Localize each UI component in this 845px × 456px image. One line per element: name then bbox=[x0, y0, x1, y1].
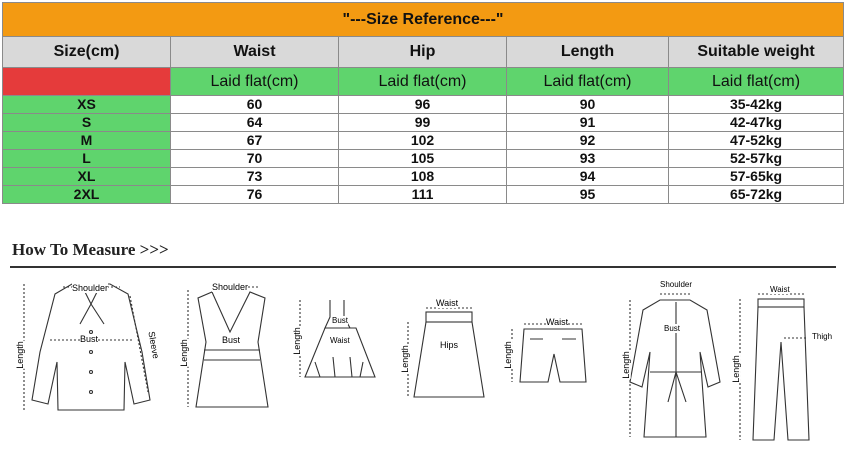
label-bust-1: Bust bbox=[80, 334, 99, 344]
header-hip: Hip bbox=[339, 37, 507, 68]
size-reference-table bbox=[2, 2, 844, 204]
length-cell: 93 bbox=[507, 150, 669, 168]
label-shoulder-6: Shoulder bbox=[660, 280, 693, 289]
label-waist-4: Waist bbox=[436, 298, 459, 308]
size-cell: S bbox=[3, 114, 171, 132]
waist-cell: 67 bbox=[171, 132, 339, 150]
label-length-6: Length bbox=[620, 351, 631, 379]
hip-cell: 96 bbox=[339, 96, 507, 114]
hip-cell: 102 bbox=[339, 132, 507, 150]
header-size: Size(cm) bbox=[3, 37, 171, 68]
waist-cell: 73 bbox=[171, 168, 339, 186]
table-row bbox=[3, 132, 844, 150]
weight-cell: 65-72kg bbox=[669, 186, 844, 204]
shorts-figure bbox=[512, 324, 586, 382]
garment-diagrams bbox=[0, 232, 845, 456]
skirt-figure bbox=[408, 308, 484, 397]
size-cell: XL bbox=[3, 168, 171, 186]
waist-cell: 76 bbox=[171, 186, 339, 204]
hip-cell: 105 bbox=[339, 150, 507, 168]
length-cell: 95 bbox=[507, 186, 669, 204]
length-cell: 94 bbox=[507, 168, 669, 186]
size-cell: 2XL bbox=[3, 186, 171, 204]
waist-cell: 64 bbox=[171, 114, 339, 132]
subheader-waist: Laid flat(cm) bbox=[171, 68, 339, 96]
hip-cell: 99 bbox=[339, 114, 507, 132]
waist-cell: 60 bbox=[171, 96, 339, 114]
weight-cell: 42-47kg bbox=[669, 114, 844, 132]
label-length-3: Length bbox=[291, 327, 302, 355]
coat-figure bbox=[630, 294, 720, 437]
label-sleeve: Sleeve bbox=[146, 330, 162, 360]
table-row bbox=[3, 96, 844, 114]
size-cell: XS bbox=[3, 96, 171, 114]
table-row bbox=[3, 150, 844, 168]
header-length: Length bbox=[507, 37, 669, 68]
size-cell: M bbox=[3, 132, 171, 150]
label-length-5: Length bbox=[502, 341, 513, 369]
label-waist-3: Waist bbox=[330, 336, 350, 345]
header-weight: Suitable weight bbox=[669, 37, 844, 68]
label-length-7: Length bbox=[730, 355, 741, 383]
measure-title: How To Measure >>> bbox=[12, 240, 169, 259]
label-length-1: Length bbox=[14, 341, 25, 369]
header-waist: Waist bbox=[171, 37, 339, 68]
pants-figure bbox=[740, 294, 809, 440]
label-length-4: Length bbox=[399, 345, 410, 373]
table-title: "---Size Reference---" bbox=[3, 3, 844, 37]
label-shoulder-1: Shoulder bbox=[72, 283, 109, 293]
table-row bbox=[3, 168, 844, 186]
weight-cell: 35-42kg bbox=[669, 96, 844, 114]
hip-cell: 111 bbox=[339, 186, 507, 204]
label-bust-3: Bust bbox=[332, 316, 349, 325]
hip-cell: 108 bbox=[339, 168, 507, 186]
label-waist-7: Waist bbox=[770, 285, 790, 294]
subheader-size bbox=[3, 68, 171, 96]
table-row bbox=[3, 114, 844, 132]
length-cell: 92 bbox=[507, 132, 669, 150]
label-hips: Hips bbox=[440, 340, 459, 350]
label-length-2: Length bbox=[178, 339, 189, 367]
label-shoulder-2: Shoulder bbox=[212, 282, 249, 292]
label-thigh: Thigh bbox=[812, 332, 833, 341]
length-cell: 90 bbox=[507, 96, 669, 114]
waist-cell: 70 bbox=[171, 150, 339, 168]
how-to-measure-section bbox=[0, 232, 845, 456]
label-bust-2: Bust bbox=[222, 335, 241, 345]
table-row bbox=[3, 186, 844, 204]
label-waist-5: Waist bbox=[546, 317, 569, 327]
length-cell: 91 bbox=[507, 114, 669, 132]
label-bust-6: Bust bbox=[664, 324, 681, 333]
size-cell: L bbox=[3, 150, 171, 168]
blouse-figure bbox=[24, 284, 150, 410]
subheader-hip: Laid flat(cm) bbox=[339, 68, 507, 96]
subheader-weight: Laid flat(cm) bbox=[669, 68, 844, 96]
vest-figure bbox=[188, 287, 268, 407]
weight-cell: 52-57kg bbox=[669, 150, 844, 168]
weight-cell: 57-65kg bbox=[669, 168, 844, 186]
weight-cell: 47-52kg bbox=[669, 132, 844, 150]
subheader-length: Laid flat(cm) bbox=[507, 68, 669, 96]
